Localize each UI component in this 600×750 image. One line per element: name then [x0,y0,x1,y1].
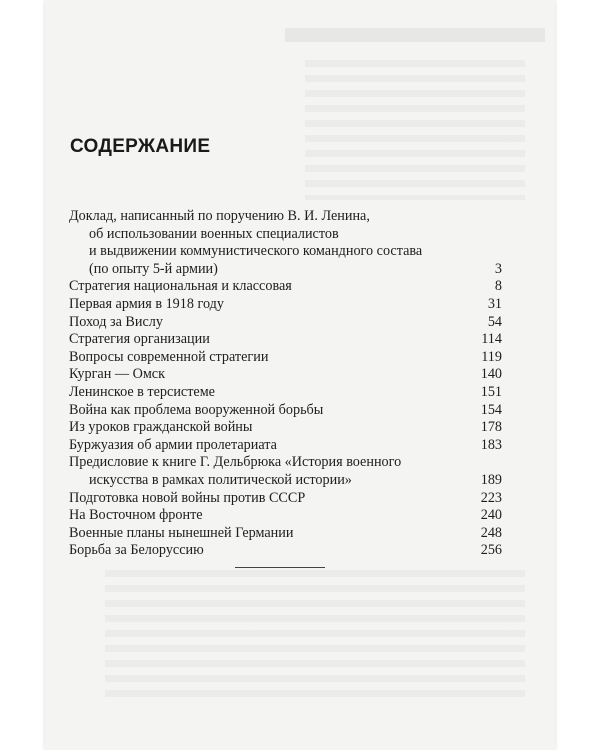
toc-entry-title [69,331,478,349]
toc-entry-title [69,366,478,384]
toc-entry [69,454,502,489]
toc-entry-title [69,349,478,367]
toc-entry [69,490,502,508]
toc-entry-title-line: Стратегия национальная и классовая [69,278,292,295]
toc-entry-title-line: искусства в рамках политической истории» [89,471,352,488]
toc-entry [69,542,502,560]
toc-entry [69,349,502,367]
book-page [45,0,555,750]
toc-entry-title-line: и выдвижении коммунистического командного состава [89,243,423,260]
toc-entry-title [69,437,478,455]
toc-entry-page-number: 154 [480,401,502,418]
toc-entry-page-number: 248 [480,524,502,541]
toc-entry [69,314,502,332]
toc-entry-title [69,296,478,314]
toc-entry [69,507,502,525]
toc-entry [69,208,502,278]
toc-entry [69,278,502,296]
toc-entry [69,419,502,437]
toc-entry-title-line: (по опыту 5-й армии) [89,260,218,277]
toc-entry-title [69,278,478,296]
toc-entry [69,525,502,543]
toc-entry-title-line: об использовании военных специалистов [89,225,339,242]
toc-entry-title-line: Подготовка новой войны против СССР [69,489,306,506]
toc-entry-page-number: 54 [487,313,502,330]
toc-entry-page-number: 31 [487,295,502,312]
toc-entry-title-line: Поход за Вислу [69,313,163,330]
toc-entry-title-line: Из уроков гражданской войны [69,419,253,436]
toc-entry-title [69,419,478,437]
toc-entry [69,366,502,384]
toc-entry-title-line: Буржуазия об армии пролетариата [69,436,277,453]
bleed-through-texture [305,60,525,200]
bleed-through-texture [285,28,545,42]
toc-entry [69,402,502,420]
toc-entry-page-number: 119 [481,348,502,365]
toc-entry-page-number: 151 [480,383,502,400]
toc-entry-page-number: 223 [480,489,502,506]
toc-entry [69,437,502,455]
toc-entry-title-line: На Восточном фронте [69,507,203,524]
toc-entry-title [69,507,478,525]
toc-entry-title-line: Военные планы нынешней Германии [69,524,294,541]
toc-entry-title-line: Курган — Омск [69,366,165,383]
toc-entry-page-number: 8 [494,278,502,295]
toc-entry [69,331,502,349]
toc-entry-title [69,490,478,508]
toc-entry-title [69,384,478,402]
toc-entry-title [69,208,478,278]
toc-entry [69,384,502,402]
toc-entry-title [69,525,478,543]
toc-entry [69,296,502,314]
toc-entry-title [69,314,478,332]
toc-entry-title-line: Первая армия в 1918 году [69,295,224,312]
toc-entry-title [69,542,478,560]
toc-entry-title-line: Война как проблема вооруженной борьбы [69,401,324,418]
toc-entry-title-line: Ленинское в терсистеме [69,383,215,400]
toc-entry-page-number: 114 [481,331,502,348]
toc-entry-title-line: Стратегия организации [69,331,210,348]
toc-entry-page-number: 140 [480,366,502,383]
toc-entry-title-line: Предисловие к книге Г. Дельбрюка «История военного [69,454,402,471]
toc-entry-page-number: 189 [480,471,502,488]
bleed-through-texture [105,570,525,700]
table-of-contents [69,208,502,560]
page-title: СОДЕРЖАНИЕ [70,136,211,157]
toc-entry-title-line: Борьба за Белоруссию [69,542,204,559]
toc-entry-title-line: Доклад, написанный по поручению В. И. Ленина, [69,208,370,224]
toc-entry-title-line: Вопросы современной стратегии [69,348,269,365]
toc-entry-page-number: 240 [480,507,502,524]
toc-entry-title [69,402,478,420]
toc-entry-page-number: 3 [494,260,502,277]
toc-entry-title [69,454,478,489]
divider [235,567,325,568]
toc-entry-page-number: 178 [480,419,502,436]
toc-entry-page-number: 183 [480,436,502,453]
toc-entry-page-number: 256 [480,542,502,559]
